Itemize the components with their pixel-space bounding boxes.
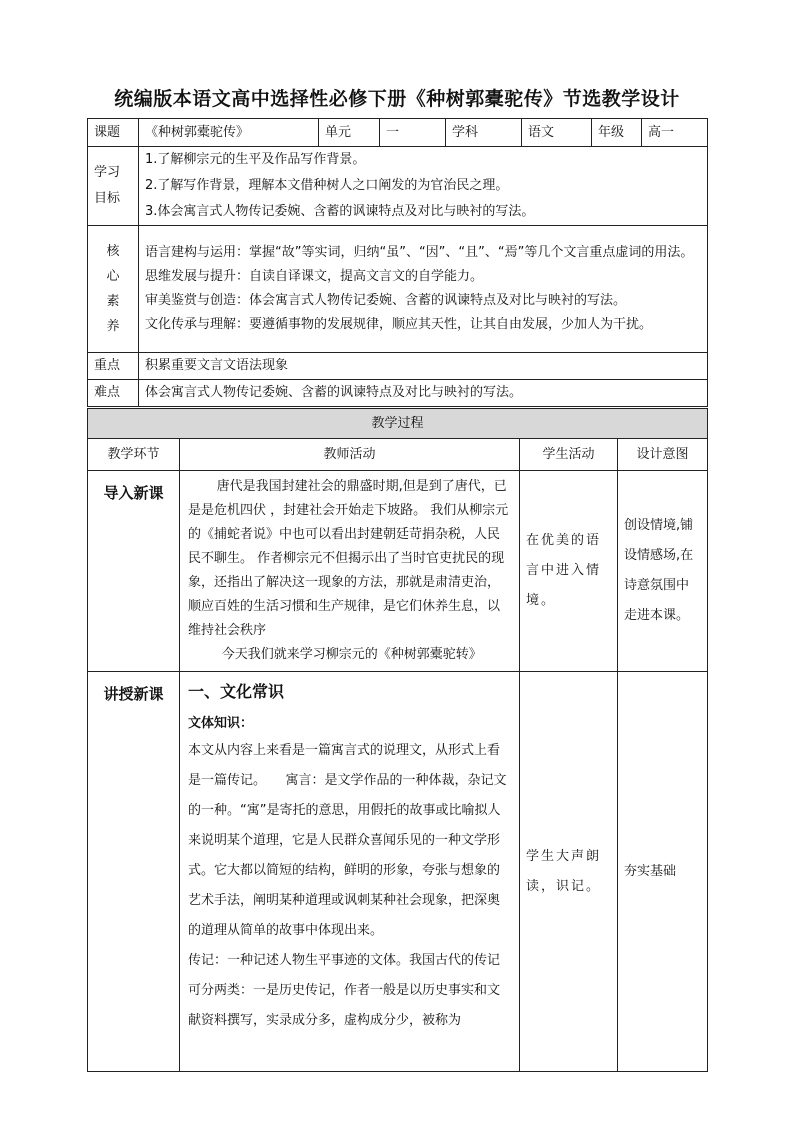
col-design-header: 设计意图 (618, 439, 708, 471)
subject-label: 学科 (446, 119, 522, 147)
column-header-row (88, 439, 708, 471)
key-value: 积累重要文言文语法现象 (139, 353, 708, 380)
core-item: 文化传承与理解：要遵循事物的发展规律，顺应其天性，让其自由发展，少加人为干扰。 (145, 317, 653, 332)
key-row (88, 353, 708, 380)
subsection-heading: 文体知识： (188, 716, 254, 731)
difficulty-label: 难点 (88, 380, 139, 407)
section-heading: 一、文化常识 (188, 682, 285, 701)
col-teacher-header: 教师活动 (180, 439, 520, 471)
core-label-char: 养 (106, 319, 120, 334)
unit-value: 一 (380, 119, 446, 147)
intro-paragraph: 唐代是我国封建社会的鼎盛时期,但是到了唐代，已是是危机四伏 ，封建社会开始走下坡路。 我们从柳宗元的《捕蛇者说》中也可以看出封建朝廷苛捐杂税，人民民不聊生。 作者柳宗元不但揭示出了当时官吏扰民的现象，还指出了解决这一现象的方法，那就是肃清吏治，顺应百姓的生活习惯和生产规律，是它们休养生息，以维持社会秩序 (188, 479, 509, 638)
process-header-row (88, 409, 708, 439)
col-student-header: 学生活动 (520, 439, 618, 471)
difficulty-value: 体会寓言式人物传记委婉、含蓄的讽谏特点及对比与映衬的写法。 (139, 380, 708, 407)
lecture-teacher-activity (180, 672, 520, 1072)
document-title: 统编版本语文高中选择性必修下册《种树郭橐驼传》节选教学设计 (114, 88, 680, 110)
core-label-char: 素 (106, 294, 120, 309)
goal-item: 1.了解柳宗元的生平及作品写作背景。 (145, 152, 366, 167)
intro-teacher-activity (180, 471, 520, 672)
goal-item: 2.了解写作背景，理解本文借种树人之口阐发的为官治民之理。 (145, 178, 509, 193)
goals-label (88, 147, 139, 226)
key-label: 重点 (88, 353, 139, 380)
goals-label-line-2: 目标 (94, 191, 121, 206)
col-stage-header: 教学环节 (88, 439, 180, 471)
lecture-row (88, 672, 708, 1072)
goals-row (88, 147, 708, 226)
core-item: 语言建构与运用：掌握“故”等实词，归纳“虽”、“因”、“且”、“焉”等几个文言重点虚词的用法。 (145, 245, 694, 260)
difficulty-row (88, 380, 708, 407)
intro-design-intent: 创设情境,铺设情感场,在诗意氛围中走进本课。 (618, 471, 708, 672)
intro-row (88, 471, 708, 672)
process-header: 教学过程 (88, 409, 708, 439)
lecture-student-activity: 学生大声朗读，识记。 (520, 672, 618, 1072)
core-item: 思维发展与提升：自读自译课文，提高文言文的自学能力。 (145, 269, 484, 284)
topic-row (88, 119, 708, 147)
lesson-info-table (87, 118, 708, 407)
grade-label: 年级 (592, 119, 642, 147)
goal-item: 3.体会寓言式人物传记委婉、含蓄的讽谏特点及对比与映衬的写法。 (145, 204, 535, 219)
grade-value: 高一 (642, 119, 708, 147)
goals-label-line-1: 学习 (94, 165, 121, 180)
intro-student-activity: 在优美的语言中进入情境。 (520, 471, 618, 672)
lecture-paragraph: 传记：一种记述人物生平事迹的文体。我国古代的传记可分两类：一是历史传记，作者一般是以历史事实和文献资料撰写，实录成分多，虚构成分少，被称为 (188, 953, 501, 1028)
goals-list (139, 147, 708, 226)
unit-label: 单元 (319, 119, 380, 147)
core-label-char: 核 (106, 244, 120, 259)
topic-value: 《种树郭橐驼传》 (139, 119, 319, 147)
stage-lecture: 讲授新课 (88, 672, 180, 1072)
teaching-process-table (87, 408, 708, 1072)
stage-intro: 导入新课 (88, 471, 180, 672)
lecture-paragraph: 本文从内容上来看是一篇寓言式的说理文，从形式上看是一篇传记。 寓言：是文学作品的一种体裁，杂记文的一种。“寓”是寄托的意思，用假托的故事或比喻拟人来说明某个道理，它是人民群众喜闻乐见的一种文学形式。它大都以简短的结构，鲜明的形象，夸张与想象的艺术手法，阐明某种道理或讽刺某种社会现象，把深奥的道理从简单的故事中体现出来。 (188, 743, 507, 938)
core-list (139, 226, 708, 353)
topic-label: 课题 (88, 119, 139, 147)
core-label (88, 226, 139, 353)
intro-paragraph: 今天我们就来学习柳宗元的《种树郭橐驼转》 (221, 647, 482, 662)
core-item: 审美鉴赏与创造：体会寓言式人物传记委婉、含蓄的讽谏特点及对比与映衬的写法。 (145, 293, 627, 308)
core-label-char: 心 (106, 269, 120, 284)
lecture-design-intent: 夯实基础 (618, 672, 708, 1072)
subject-value: 语文 (522, 119, 592, 147)
core-row (88, 226, 708, 353)
